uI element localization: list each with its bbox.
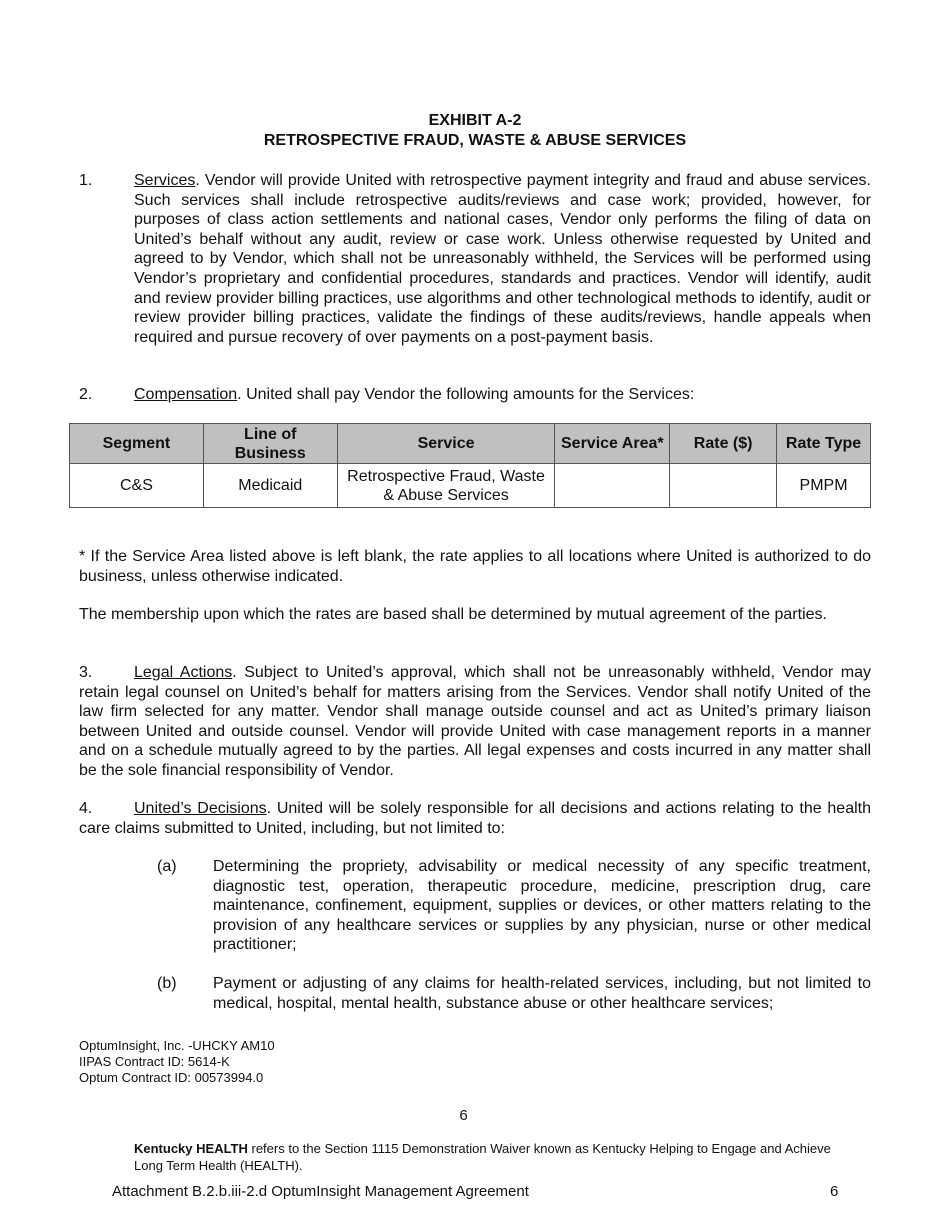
section-2-heading: Compensation [134, 386, 238, 403]
section-1-heading: Services [134, 172, 196, 189]
cell-service-area [555, 464, 670, 508]
contract-info-line-2: IIPAS Contract ID: 5614-K [79, 1054, 230, 1069]
attachment-page: 6 [830, 1183, 839, 1200]
section-4-paragraph [79, 799, 871, 838]
attachment-label: Attachment B.2.b.iii-2.d OptumInsight Management Agreement [112, 1183, 529, 1200]
section-3-number: 3. [79, 664, 93, 681]
service-area-note: * If the Service Area listed above is left blank, the rate applies to all locations where United is authorized to do business, unless otherwise indicated. [79, 548, 871, 585]
section-2-paragraph [134, 385, 871, 405]
contract-info-line-3: Optum Contract ID: 00573994.0 [79, 1070, 264, 1085]
exhibit-subtitle: RETROSPECTIVE FRAUD, WASTE & ABUSE SERVICES [263, 132, 687, 149]
footnote-text: refers to the Section 1115 Demonstration Waiver known as Kentucky Helping to Engage and Achieve Long Term Health (HEALTH). [134, 1141, 831, 1173]
section-1-text: . Vendor will provide United with retrospective payment integrity and fraud and abuse services. Such services shall include retrospective audits/reviews and case work; provided, however, for purposes of class action settlements and national cases, Vendor only performs the filing of data on United’s behalf without any audit, review or case work. Unless otherwise requested by United and agreed to by Vendor, which shall not be unreasonably withheld, the Services will be performed using Vendor’s proprietary and confidential procedures, standards and practices. Vendor will identify, audit and review provider billing practices, use algorithms and other technological methods to identify, audit or review provider billing practices, validate the findings of these audits/reviews, handle appeals when required and pursue recovery of over payments on a post-payment basis. [134, 172, 871, 346]
section-4-heading: United’s Decisions [134, 800, 267, 817]
footnote-bold: Kentucky HEALTH [134, 1141, 248, 1156]
contract-info-line-1: OptumInsight, Inc. -UHCKY AM10 [79, 1038, 275, 1053]
cell-rate [670, 464, 777, 508]
header-segment: Segment [70, 424, 204, 464]
header-line-of-business: Line of Business [203, 424, 337, 464]
page-number: 6 [459, 1107, 468, 1124]
cell-rate-type: PMPM [777, 464, 871, 508]
item-b-text: Payment or adjusting of any claims for health-related services, including, but not limited to medical, hospital, mental health, substance abuse or other healthcare services; [213, 975, 871, 1012]
item-b-label: (b) [157, 975, 177, 992]
table-header-row [70, 424, 871, 464]
header-rate-type: Rate Type [777, 424, 871, 464]
header-service-area: Service Area* [555, 424, 670, 464]
section-3-paragraph [79, 663, 871, 781]
item-a-text: Determining the propriety, advisability or medical necessity of any specific treatment, diagnostic test, operation, therapeutic procedure, medicine, prescription drug, care maintenance, confinement, equipment, supplies or devices, or other matters relating to the provision of any healthcare services or supplies by any physician, nurse or other medical practitioner; [213, 858, 871, 954]
header-service: Service [337, 424, 555, 464]
footnote [134, 1141, 854, 1174]
cell-service: Retrospective Fraud, Waste & Abuse Services [337, 464, 555, 508]
header-rate: Rate ($) [670, 424, 777, 464]
cell-line-of-business: Medicaid [203, 464, 337, 508]
section-3-heading: Legal Actions [134, 664, 233, 681]
item-a-label: (a) [157, 858, 177, 875]
exhibit-title: EXHIBIT A-2 [428, 112, 522, 129]
membership-note: The membership upon which the rates are based shall be determined by mutual agreement of the parties. [79, 606, 827, 623]
section-2-number: 2. [79, 386, 93, 403]
section-4-number: 4. [79, 800, 93, 817]
section-1-paragraph [134, 171, 871, 347]
section-4-text: . United will be solely responsible for all decisions and actions relating to the health care claims submitted to United, including, but not limited to: [79, 800, 871, 837]
compensation-table [69, 423, 871, 508]
section-1-number: 1. [79, 172, 93, 189]
cell-segment: C&S [70, 464, 204, 508]
section-3-text: . Subject to United’s approval, which shall not be unreasonably withheld, Vendor may retain legal counsel on United’s behalf for matters arising from the Services. Vendor shall notify United of the law firm selected for any matter. Vendor shall manage outside counsel and act as United’s primary liaison between United and outside counsel. Vendor will provide United with case management reports in a manner and on a schedule mutually agreed to by the parties. All legal expenses and costs incurred in any matter shall be the sole financial responsibility of Vendor. [79, 664, 872, 779]
table-row [70, 464, 871, 508]
section-2-text: . United shall pay Vendor the following amounts for the Services: [237, 386, 695, 403]
